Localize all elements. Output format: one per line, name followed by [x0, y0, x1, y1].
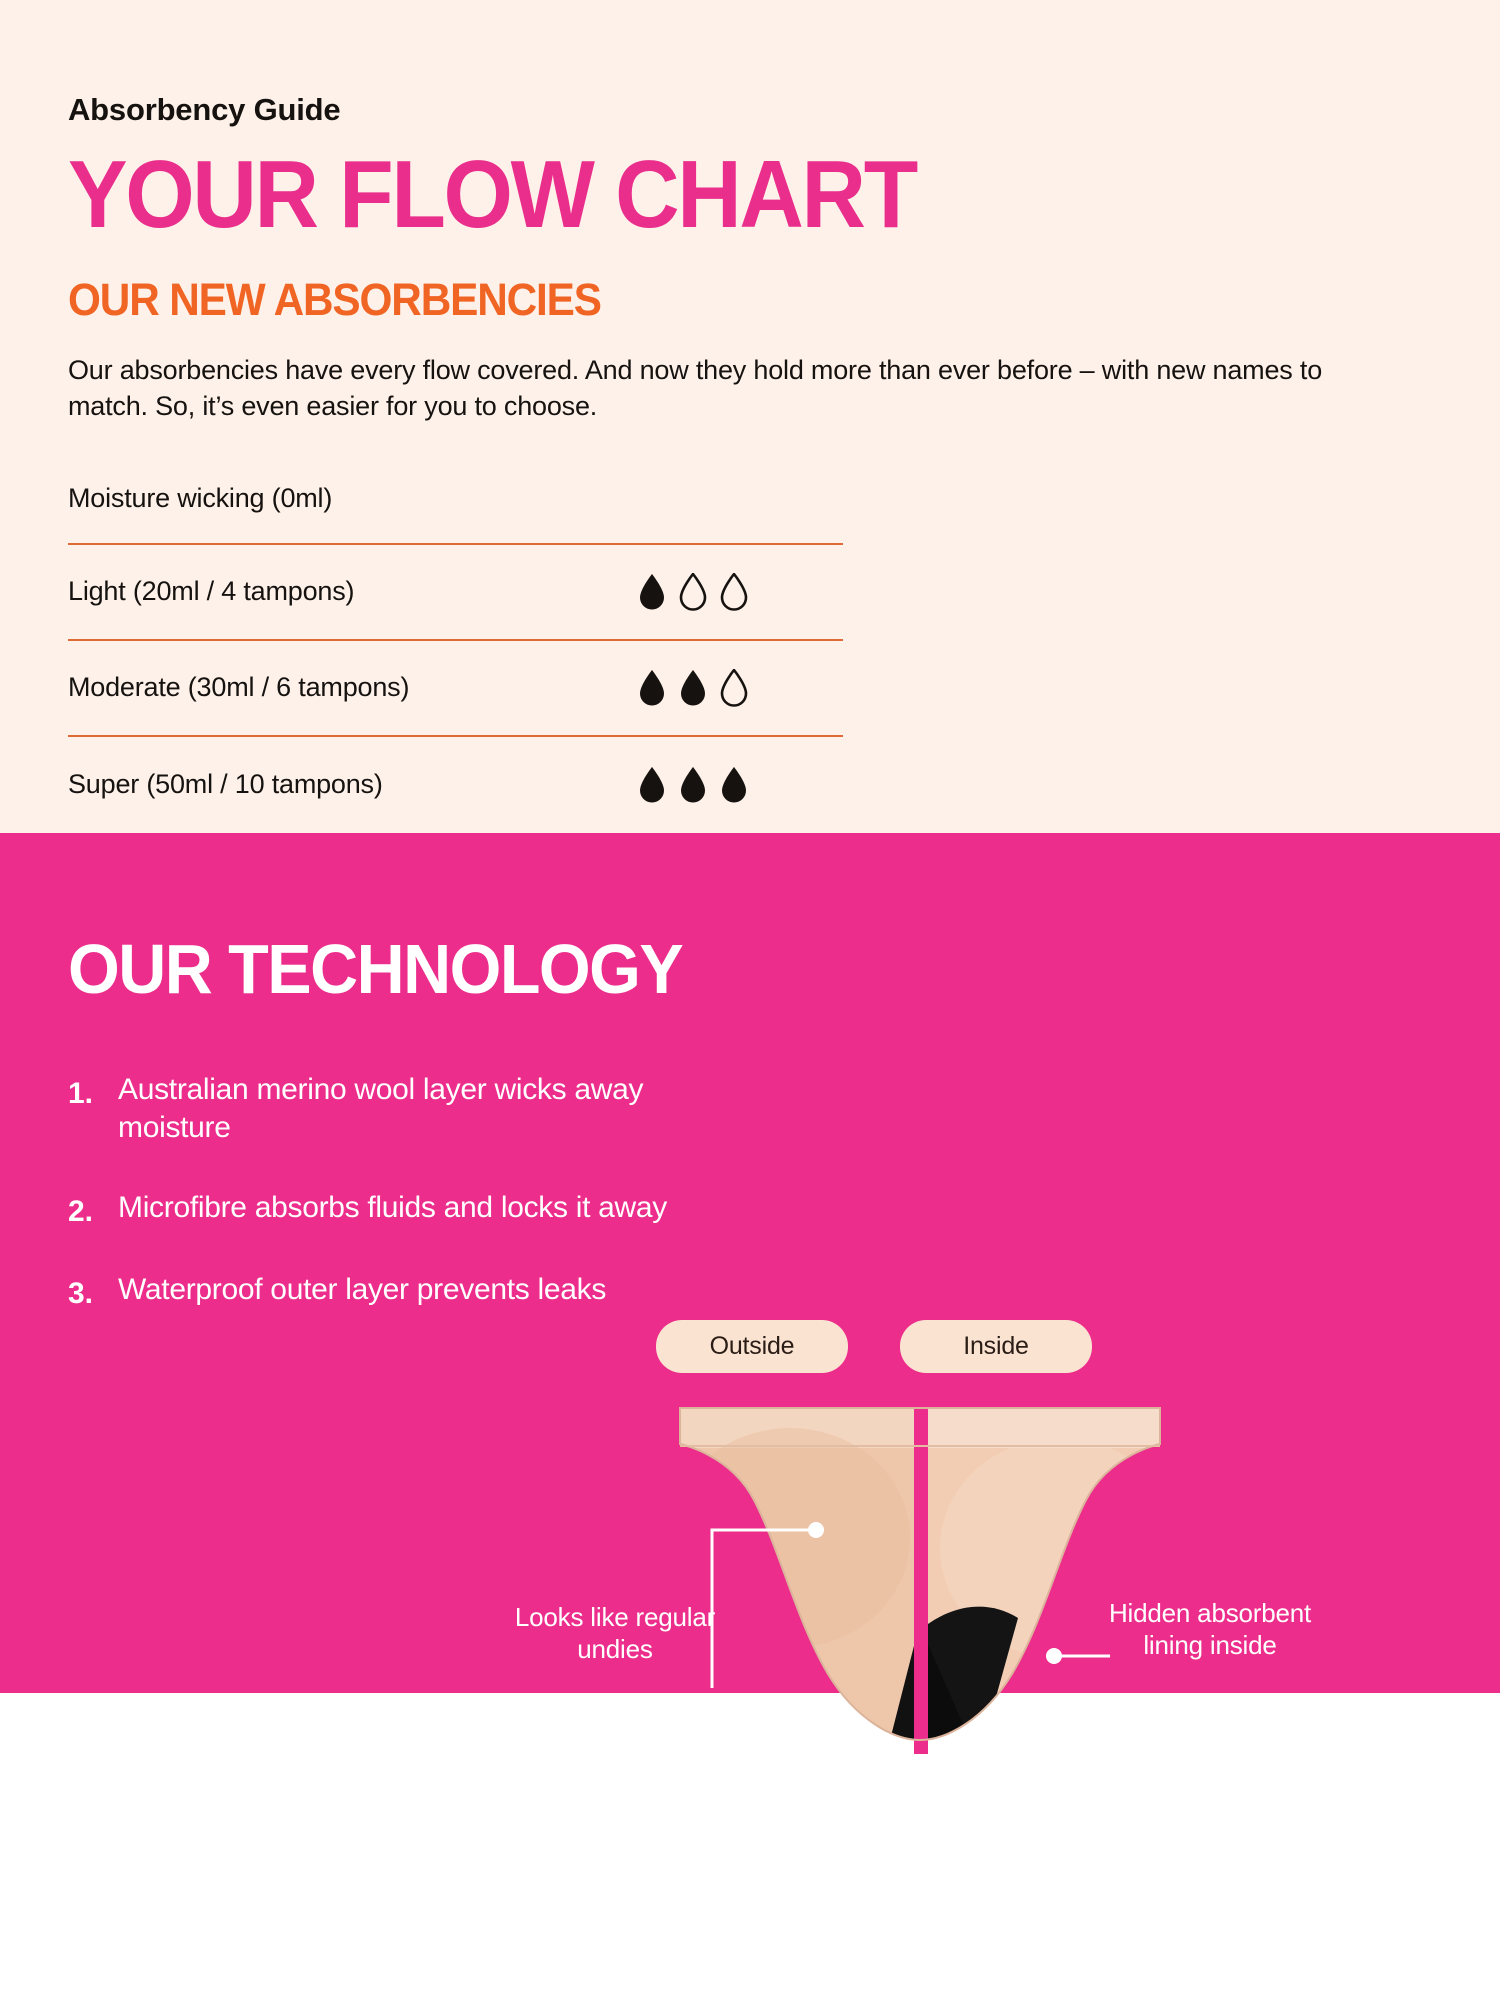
absorbency-label: Light (20ml / 4 tampons): [68, 576, 355, 607]
table-row: [68, 737, 843, 833]
drop-rating: [638, 573, 748, 611]
water-drop-outline-icon: [720, 669, 748, 707]
page-eyebrow: Absorbency Guide: [68, 92, 341, 127]
product-diagram: [514, 1320, 1460, 1840]
water-drop-filled-icon: [638, 766, 666, 804]
water-drop-outline-icon: [720, 573, 748, 611]
water-drop-filled-icon: [679, 766, 707, 804]
water-drop-filled-icon: [638, 669, 666, 707]
water-drop-filled-icon: [638, 573, 666, 611]
table-row: [68, 641, 843, 737]
table-row: [68, 483, 843, 545]
step-number: 3.: [68, 1277, 94, 1311]
list-item: [68, 1189, 708, 1229]
page-title: YOUR FLOW CHART: [68, 141, 916, 248]
list-item: [68, 1071, 708, 1148]
drop-rating: [638, 766, 748, 804]
step-number: 1.: [68, 1076, 94, 1110]
list-item: [68, 1271, 708, 1311]
step-text: Microfibre absorbs fluids and locks it away: [118, 1191, 667, 1225]
step-number: 2.: [68, 1195, 94, 1229]
absorbency-section: [0, 0, 1500, 833]
callout-looks-like-regular-undies: Looks like regular undies: [514, 1602, 716, 1664]
callout-hidden-absorbent-lining: Hidden absorbent lining inside: [1108, 1598, 1312, 1660]
water-drop-filled-icon: [720, 766, 748, 804]
step-text: Waterproof outer layer prevents leaks: [118, 1273, 607, 1307]
absorbency-label: Moisture wicking (0ml): [68, 482, 333, 513]
label-inside: Inside: [900, 1320, 1092, 1373]
drop-rating: [638, 669, 748, 707]
absorbency-label: Super (50ml / 10 tampons): [68, 769, 383, 800]
label-outside: Outside: [656, 1320, 848, 1373]
water-drop-filled-icon: [679, 669, 707, 707]
technology-steps: [68, 1071, 708, 1312]
step-text: Australian merino wool layer wicks away moisture: [118, 1072, 644, 1144]
intro-paragraph: Our absorbencies have every flow covered. And now they hold more than ever before – with new names to match. So, it’s even easier for you to choose.: [68, 355, 1323, 422]
section-subtitle: OUR NEW ABSORBENCIES: [68, 274, 601, 326]
table-row: [68, 545, 843, 641]
technology-title: OUR TECHNOLOGY: [68, 929, 683, 1008]
water-drop-outline-icon: [679, 573, 707, 611]
absorbency-table: [68, 483, 843, 833]
absorbency-label: Moderate (30ml / 6 tampons): [68, 672, 410, 703]
